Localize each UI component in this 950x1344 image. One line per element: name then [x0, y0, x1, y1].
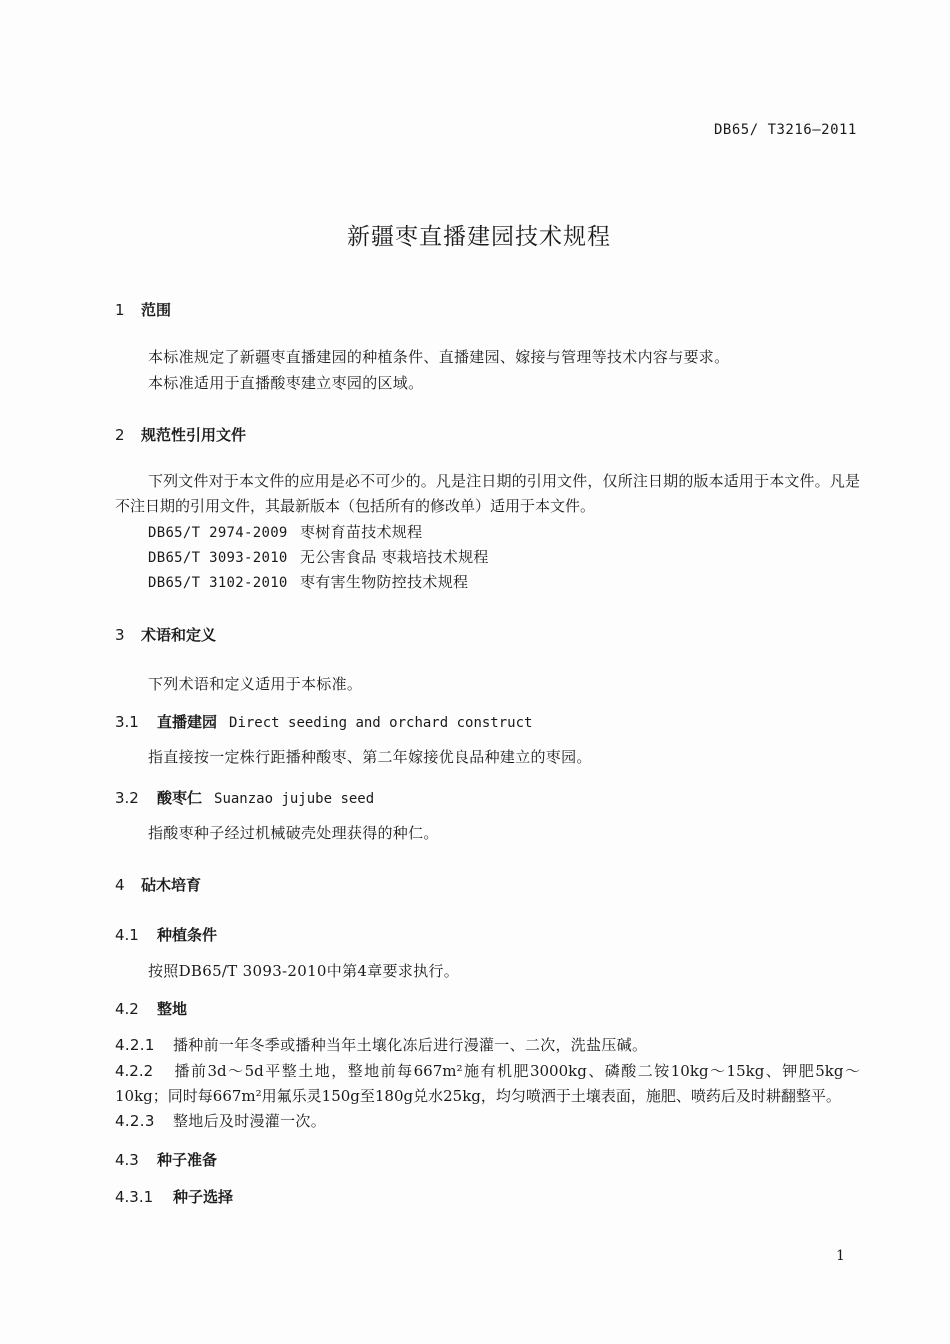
section-2-heading: 2 规范性引用文件: [115, 426, 247, 444]
document-title: 新疆枣直播建园技术规程: [347, 224, 611, 250]
clause-4-2-3: 4.2.3 整地后及时漫灌一次。: [115, 1112, 327, 1130]
clause-4-2-1: 4.2.1 播种前一年冬季或播种当年土壤化冻后进行漫灌一、二次，洗盐压碱。: [115, 1036, 648, 1054]
section-3-1-definition: 指直接按一定株行距播种酸枣、第二年嫁接优良品种建立的枣园。: [148, 748, 592, 766]
reference-item: DB65/T 2974-2009 枣树育苗技术规程: [148, 523, 423, 541]
section-2-paragraph: 下列文件对于本文件的应用是必不可少的。凡是注日期的引用文件，仅所注日期的版本适用于本文件。凡是不注日期的引用文件，其最新版本（包括所有的修改单）适用于本文件。: [115, 472, 860, 515]
reference-item: DB65/T 3102-2010 枣有害生物防控技术规程: [148, 573, 469, 591]
section-1-heading: 1 范围: [115, 301, 172, 319]
clause-4-2-2: 4.2.2 播前3d～5d平整土地，整地前每667m²施有机肥3000kg、磷酸二铵10kg～15kg、钾肥5kg～10kg；同时每667m²用氟乐灵150g至180g兑水25kg，均匀喷洒于土壤表面，施肥、喷药后及时耕翻整平。: [115, 1062, 860, 1105]
section-3-heading: 3 术语和定义: [115, 626, 217, 644]
section-3-2-heading: 3.2 酸枣仁 Suanzao jujube seed: [115, 789, 375, 807]
section-1-paragraph-2: 本标准适用于直播酸枣建立枣园的区域。: [148, 374, 424, 392]
section-3-2-definition: 指酸枣种子经过机械破壳处理获得的种仁。: [148, 824, 439, 842]
section-4-heading: 4 砧木培育: [115, 876, 202, 894]
section-4-3-1-heading: 4.3.1 种子选择: [115, 1188, 234, 1206]
reference-item: DB65/T 3093-2010 无公害食品 枣栽培技术规程: [148, 548, 489, 566]
section-1-paragraph-1: 本标准规定了新疆枣直播建园的种植条件、直播建园、嫁接与管理等技术内容与要求。: [148, 348, 730, 366]
section-4-1-heading: 4.1 种植条件: [115, 926, 218, 944]
page-number: 1: [836, 1248, 845, 1264]
section-4-3-heading: 4.3 种子准备: [115, 1151, 218, 1169]
standard-code: DB65/ T3216—2011: [714, 122, 857, 138]
section-3-1-heading: 3.1 直播建园 Direct seeding and orchard construct: [115, 713, 533, 731]
section-4-1-paragraph: 按照DB65/T 3093-2010中第4章要求执行。: [148, 962, 460, 980]
section-3-paragraph: 下列术语和定义适用于本标准。: [148, 675, 363, 693]
section-4-2-heading: 4.2 整地: [115, 1000, 188, 1018]
